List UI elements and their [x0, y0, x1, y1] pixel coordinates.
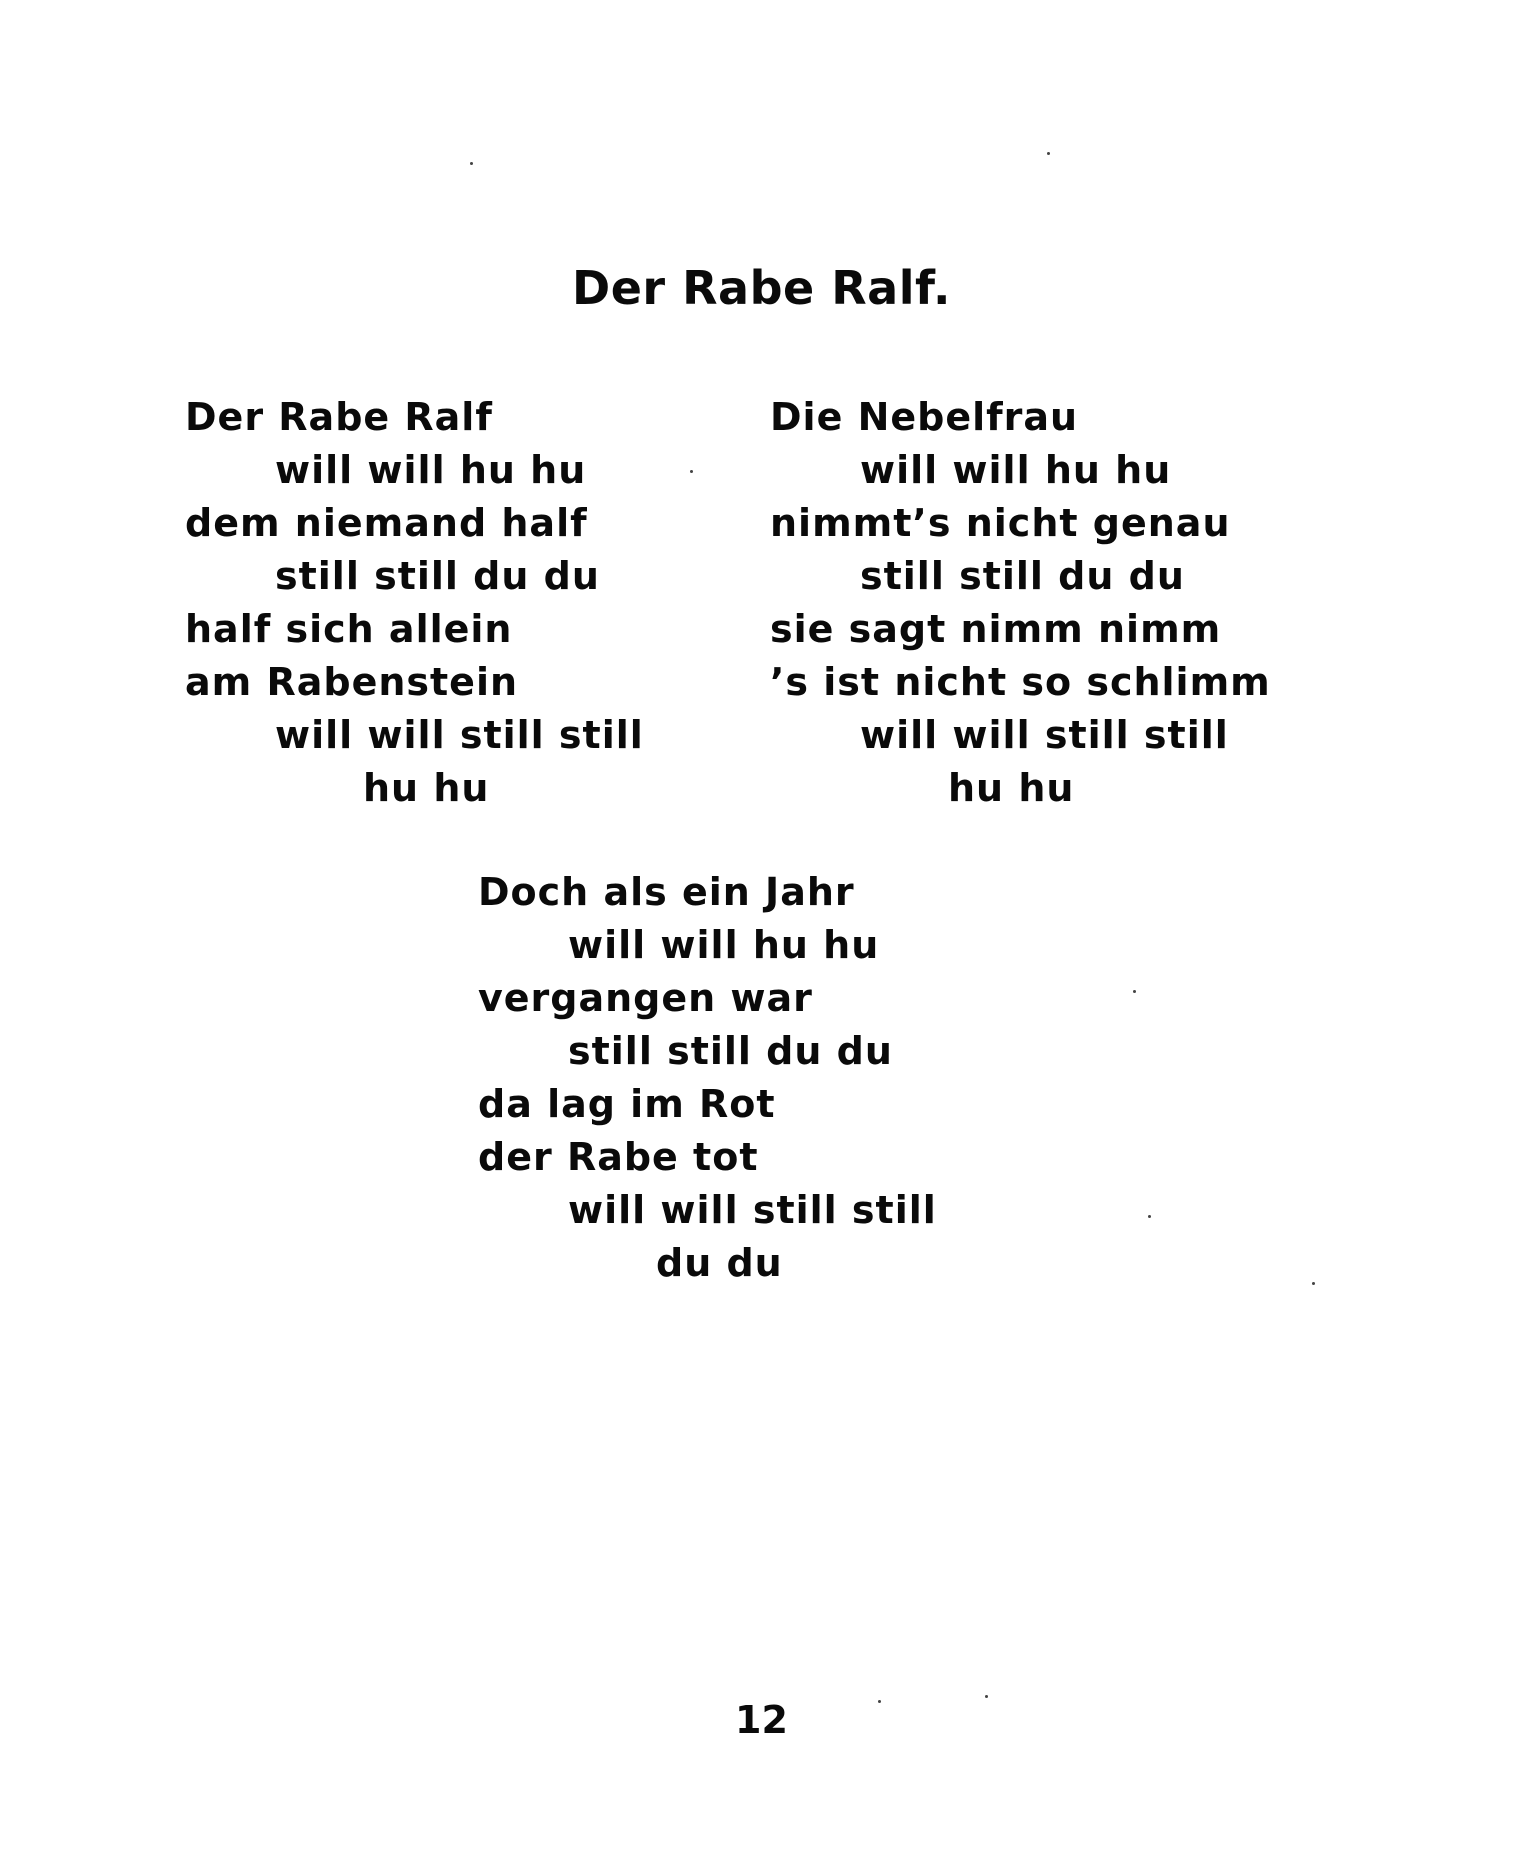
verse-line: still still du du	[568, 1029, 893, 1073]
verse-line: am Rabenstein	[185, 660, 519, 704]
verse-line: der Rabe tot	[478, 1135, 759, 1179]
scan-speck	[1148, 1215, 1151, 1218]
scan-speck	[690, 470, 693, 473]
verse-line: da lag im Rot	[478, 1082, 776, 1126]
scan-speck	[1047, 152, 1050, 155]
verse-line: will will hu hu	[568, 923, 880, 967]
verse-line: sie sagt nimm nimm	[770, 607, 1222, 651]
verse-line: nimmt’s nicht genau	[770, 501, 1231, 545]
poem-title: Der Rabe Ralf.	[572, 261, 951, 315]
scan-speck	[470, 162, 473, 165]
verse-line: du du	[656, 1241, 783, 1285]
verse-line: still still du du	[275, 554, 600, 598]
verse-line: will will still still	[860, 713, 1229, 757]
verse-line: still still du du	[860, 554, 1185, 598]
verse-line: will will still still	[568, 1188, 937, 1232]
verse-line: half sich allein	[185, 607, 513, 651]
scan-speck	[878, 1700, 881, 1703]
verse-line: Der Rabe Ralf	[185, 395, 493, 439]
verse-line: will will hu hu	[860, 448, 1172, 492]
page-number: 12	[735, 1698, 788, 1742]
scan-speck	[985, 1695, 988, 1698]
stanza-1	[185, 391, 644, 815]
verse-line: will will hu hu	[275, 448, 587, 492]
stanza-2	[770, 391, 1271, 815]
verse-line: hu hu	[948, 766, 1075, 810]
verse-line: ’s ist nicht so schlimm	[770, 660, 1271, 704]
scan-speck	[1312, 1282, 1315, 1285]
scan-speck	[1133, 990, 1136, 993]
verse-line: Die Nebelfrau	[770, 395, 1079, 439]
verse-line: dem niemand half	[185, 501, 588, 545]
stanza-3	[478, 866, 937, 1290]
verse-line: Doch als ein Jahr	[478, 870, 855, 914]
verse-line: will will still still	[275, 713, 644, 757]
verse-line: hu hu	[363, 766, 490, 810]
verse-line: vergangen war	[478, 976, 813, 1020]
